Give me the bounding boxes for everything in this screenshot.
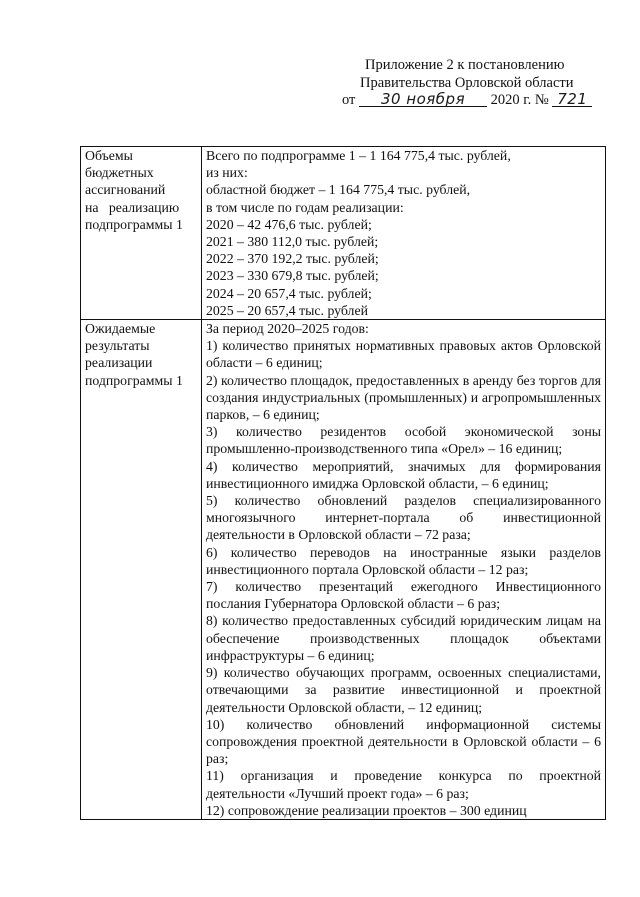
table-row-results <box>81 320 606 820</box>
handwritten-number: 721 <box>552 92 592 107</box>
label-line: ассигнований <box>85 182 166 198</box>
label-line: подпрограммы 1 <box>85 372 183 388</box>
result-item: 5) количество обновлений разделов специализированного многоязычного интернет-портала об инвестиционной деятельности в Орловской области – 72 раза; <box>206 493 601 543</box>
year-label: 2020 г. № <box>490 92 549 108</box>
label-line: на реализацию <box>85 199 180 215</box>
result-item: 1) количество принятых нормативных правовых актов Орловской области – 6 единиц; <box>206 338 601 371</box>
appendix-title: Приложение 2 к постановлению <box>365 57 565 73</box>
budget-line: 2023 – 330 679,8 тыс. рублей; <box>206 268 379 284</box>
budget-line: 2024 – 20 657,4 тыс. рублей; <box>206 285 372 301</box>
result-item: 8) количество предоставленных субсидий юридическим лицам на обеспечение производственных площадок объектами инфраструктуры – 6 единиц; <box>206 613 601 663</box>
label-line: Ожидаемые <box>85 321 156 337</box>
budget-label-cell <box>81 147 202 320</box>
label-line: Объемы <box>85 148 133 163</box>
label-line: реализации <box>85 355 153 371</box>
table-row-budget <box>81 147 606 320</box>
budget-line: 2025 – 20 657,4 тыс. рублей <box>206 302 368 318</box>
results-intro: За период 2020–2025 годов: <box>206 321 369 337</box>
budget-content-cell <box>202 147 606 320</box>
budget-line: 2020 – 42 476,6 тыс. рублей; <box>206 216 372 232</box>
budget-line: областной бюджет – 1 164 775,4 тыс. рублей, <box>206 182 471 198</box>
result-item: 11) организация и проведение конкурса по проектной деятельности «Лучший проект года» – 6 раз; <box>206 768 601 801</box>
result-item: 9) количество обучающих программ, освоенных специалистами, отвечающими за развитие инвестиционной и проектной деятельности Орловской области, – 12 единиц; <box>206 665 601 715</box>
budget-line: 2021 – 380 112,0 тыс. рублей; <box>206 234 379 250</box>
passport-table <box>80 146 606 820</box>
label-line: бюджетных <box>85 165 154 181</box>
label-line: подпрограммы 1 <box>85 216 183 232</box>
result-item: 10) количество обновлений информационной системы сопровождения проектной деятельности в Орловской области – 6 раз; <box>206 716 601 767</box>
budget-line: из них: <box>206 165 248 181</box>
document-header <box>300 57 610 110</box>
appendix-issuer: Правительства Орловской области <box>360 74 574 91</box>
result-item: 6) количество переводов на иностранные языки разделов инвестиционного портала Орловской области – 12 раз; <box>206 544 601 577</box>
result-item: 12) сопровождение реализации проектов – 300 единиц <box>206 802 527 818</box>
result-item: 7) количество презентаций ежегодного Инвестиционного послания Губернатора Орловской области – 6 раз; <box>206 579 601 612</box>
results-content-cell <box>202 320 606 820</box>
result-item: 4) количество мероприятий, значимых для формирования инвестиционного имиджа Орловской области, – 6 единиц; <box>206 458 601 491</box>
results-label-cell <box>81 320 202 820</box>
budget-line: Всего по подпрограмме 1 – 1 164 775,4 тыс. рублей, <box>206 148 511 163</box>
handwritten-date: 30 ноября <box>359 92 487 107</box>
result-item: 3) количество резидентов особой экономической зоны промышленно-производственного типа «Орел» – 16 единиц; <box>206 424 601 457</box>
budget-line: в том числе по годам реализации: <box>206 199 404 215</box>
budget-line: 2022 – 370 192,2 тыс. рублей; <box>206 251 379 267</box>
result-item: 2) количество площадок, предоставленных в аренду без торгов для создания индустриальных (промышленных) и агропромышленных парков, – 6 единиц; <box>206 372 601 423</box>
label-line: результаты <box>85 338 150 354</box>
appendix-date-line <box>300 92 610 110</box>
date-prefix: от <box>342 92 356 108</box>
